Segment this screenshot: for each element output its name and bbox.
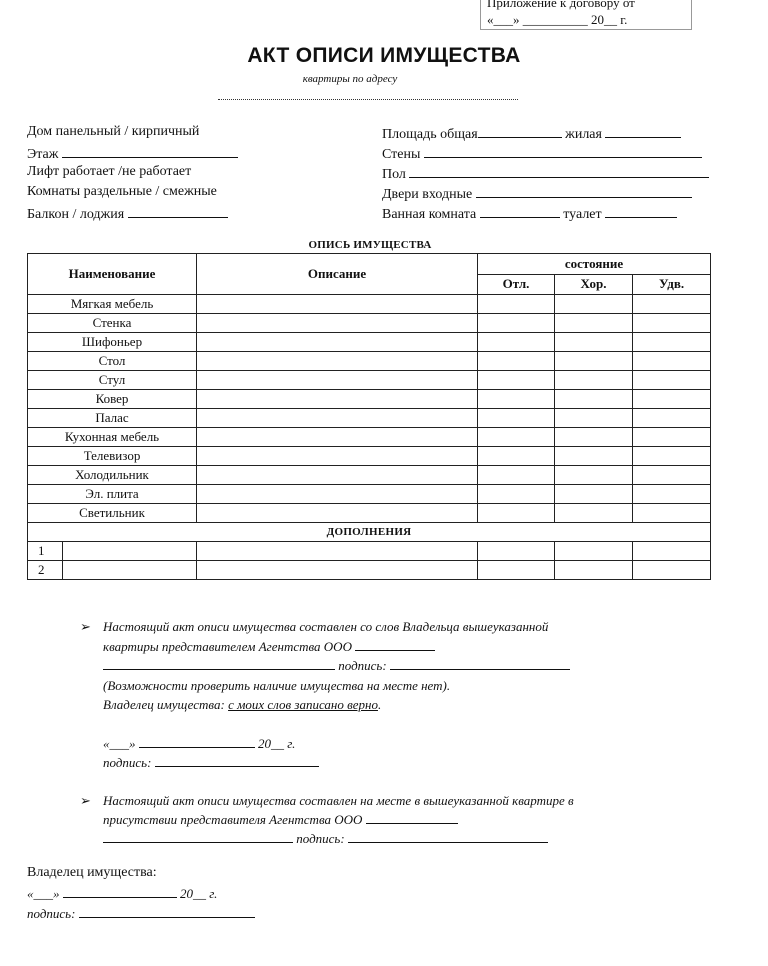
inventory-item-satisfactory[interactable] <box>633 333 711 352</box>
field-area-total-label: Площадь общая <box>382 127 478 142</box>
inventory-item-name: Ковер <box>28 390 197 409</box>
field-bathroom-input[interactable] <box>480 204 560 218</box>
header-description: Описание <box>197 254 478 295</box>
inventory-item-description[interactable] <box>197 314 478 333</box>
note1-sign-row <box>103 656 570 675</box>
field-bathroom <box>382 204 677 223</box>
inventory-item-name: Стул <box>28 371 197 390</box>
footer-date-year: 20__ г. <box>180 886 218 901</box>
inventory-item-name: Палас <box>28 409 197 428</box>
inventory-item-satisfactory[interactable] <box>633 295 711 314</box>
inventory-item-description[interactable] <box>197 409 478 428</box>
inventory-item-excellent[interactable] <box>478 504 555 523</box>
note1-sign-label: подпись: <box>338 658 387 673</box>
arrow-bullet-icon: ➢ <box>80 793 91 808</box>
inventory-item-good[interactable] <box>555 371 633 390</box>
header-state: состояние <box>478 254 711 275</box>
field-balcony-input[interactable] <box>128 204 228 218</box>
addition-item-excellent[interactable] <box>478 542 555 561</box>
addition-item-description[interactable] <box>197 542 478 561</box>
note1-sign2-input[interactable] <box>155 753 319 767</box>
addition-item-satisfactory[interactable] <box>633 561 711 580</box>
note2-sign-label: подпись: <box>296 831 345 846</box>
inventory-row <box>28 466 711 485</box>
note2-rep-name-input[interactable] <box>103 829 293 843</box>
footer-date-open: «___» <box>27 886 60 901</box>
inventory-item-description[interactable] <box>197 333 478 352</box>
header-name: Наименование <box>28 254 197 295</box>
footer-owner-label: Владелец имущества: <box>27 865 157 880</box>
field-lift: Лифт работает /не работает <box>27 164 192 179</box>
field-floor-label: Этаж <box>27 147 59 162</box>
field-balcony-label: Балкон / лоджия <box>27 207 125 222</box>
inventory-item-description[interactable] <box>197 504 478 523</box>
note2-agency-input[interactable] <box>366 810 458 824</box>
note2-sign-row <box>103 829 548 848</box>
inventory-table <box>27 253 711 580</box>
field-doors <box>382 184 692 203</box>
inventory-item-name: Эл. плита <box>28 485 197 504</box>
inventory-item-name: Стенка <box>28 314 197 333</box>
note2 <box>80 791 91 810</box>
inventory-item-good[interactable] <box>555 504 633 523</box>
field-area-total-input[interactable] <box>478 124 562 138</box>
inventory-item-good[interactable] <box>555 409 633 428</box>
inventory-item-excellent[interactable] <box>478 447 555 466</box>
note1-date-input[interactable] <box>139 734 255 748</box>
appendix-box <box>480 0 692 30</box>
inventory-item-excellent[interactable] <box>478 466 555 485</box>
inventory-row <box>28 314 711 333</box>
inventory-item-description[interactable] <box>197 428 478 447</box>
inventory-item-description[interactable] <box>197 295 478 314</box>
inventory-item-description[interactable] <box>197 390 478 409</box>
field-doors-input[interactable] <box>476 184 692 198</box>
addition-item-name[interactable] <box>63 542 197 561</box>
inventory-section-title: ОПИСЬ ИМУЩЕСТВА <box>308 239 432 251</box>
inventory-item-good[interactable] <box>555 333 633 352</box>
arrow-bullet-icon: ➢ <box>80 619 91 634</box>
inventory-row <box>28 428 711 447</box>
inventory-item-excellent[interactable] <box>478 409 555 428</box>
inventory-item-excellent[interactable] <box>478 428 555 447</box>
inventory-item-name: Светильник <box>28 504 197 523</box>
note2-line1: Настоящий акт описи имущества составлен на месте в вышеуказанной квартире в <box>103 793 574 808</box>
addition-row-number: 1 <box>28 542 63 561</box>
footer-sign-label: подпись: <box>27 906 76 921</box>
inventory-item-description[interactable] <box>197 352 478 371</box>
inventory-item-satisfactory[interactable] <box>633 409 711 428</box>
note2-agency-label: присутствии представителя Агентства ООО <box>103 812 363 827</box>
field-area-living-label: жилая <box>565 127 602 142</box>
inventory-item-satisfactory[interactable] <box>633 485 711 504</box>
inventory-item-description[interactable] <box>197 371 478 390</box>
inventory-item-good[interactable] <box>555 447 633 466</box>
appendix-line1: Приложение к договору от <box>487 0 635 10</box>
inventory-item-good[interactable] <box>555 314 633 333</box>
inventory-item-satisfactory[interactable] <box>633 447 711 466</box>
note1-date-row <box>103 734 295 753</box>
note1-owner-label: Владелец имущества: <box>103 697 225 712</box>
addition-row <box>28 561 711 580</box>
header-satisfactory: Удв. <box>633 274 711 295</box>
inventory-item-excellent[interactable] <box>478 295 555 314</box>
document-subtitle: квартиры по адресу <box>302 73 398 85</box>
inventory-body <box>28 295 711 580</box>
inventory-row <box>28 333 711 352</box>
field-walls <box>382 144 702 163</box>
note1-line3: (Возможности проверить наличие имущества на месте нет). <box>103 678 451 693</box>
addition-row-number: 2 <box>28 561 63 580</box>
field-area-living-input[interactable] <box>605 124 681 138</box>
field-house: Дом панельный / кирпичный <box>27 124 200 139</box>
field-area <box>382 124 681 143</box>
header-excellent: Отл. <box>478 274 555 295</box>
inventory-item-satisfactory[interactable] <box>633 371 711 390</box>
note1-agency-label: квартиры представителем Агентства ООО <box>103 639 352 654</box>
inventory-item-description[interactable] <box>197 447 478 466</box>
inventory-item-excellent[interactable] <box>478 333 555 352</box>
addition-item-good[interactable] <box>555 542 633 561</box>
field-floor-cover <box>382 164 709 183</box>
addition-item-description[interactable] <box>197 561 478 580</box>
inventory-item-name: Шифоньер <box>28 333 197 352</box>
footer-sign-row <box>27 904 255 923</box>
inventory-row <box>28 371 711 390</box>
field-walls-input[interactable] <box>424 144 702 158</box>
header-good: Хор. <box>555 274 633 295</box>
inventory-row <box>28 409 711 428</box>
note1-date-year: 20__ г. <box>258 736 296 751</box>
additions-title: ДОПОЛНЕНИЯ <box>28 523 711 542</box>
note1-agency-input[interactable] <box>355 637 435 651</box>
inventory-item-satisfactory[interactable] <box>633 352 711 371</box>
field-rooms: Комнаты раздельные / смежные <box>27 184 217 199</box>
field-doors-label: Двери входные <box>382 187 473 202</box>
field-walls-label: Стены <box>382 147 421 162</box>
footer-date-row <box>27 884 217 903</box>
additions-header-row <box>28 523 711 542</box>
note2-line2 <box>103 810 458 829</box>
field-floor <box>27 144 238 163</box>
inventory-item-name: Мягкая мебель <box>28 295 197 314</box>
addition-item-excellent[interactable] <box>478 561 555 580</box>
note1-rep-name-input[interactable] <box>103 656 335 670</box>
document-title: АКТ ОПИСИ ИМУЩЕСТВА <box>247 44 521 67</box>
inventory-row <box>28 504 711 523</box>
inventory-item-excellent[interactable] <box>478 371 555 390</box>
footer-sign-input[interactable] <box>79 904 255 918</box>
inventory-item-description[interactable] <box>197 466 478 485</box>
addition-item-name[interactable] <box>63 561 197 580</box>
note1-sign2-label: подпись: <box>103 755 152 770</box>
inventory-item-excellent[interactable] <box>478 352 555 371</box>
inventory-item-satisfactory[interactable] <box>633 466 711 485</box>
inventory-row <box>28 485 711 504</box>
inventory-item-satisfactory[interactable] <box>633 428 711 447</box>
inventory-item-excellent[interactable] <box>478 390 555 409</box>
inventory-item-good[interactable] <box>555 428 633 447</box>
note2-sign-input[interactable] <box>348 829 548 843</box>
note1-sign-input[interactable] <box>390 656 570 670</box>
footer-date-input[interactable] <box>63 884 177 898</box>
inventory-item-satisfactory[interactable] <box>633 390 711 409</box>
inventory-item-satisfactory[interactable] <box>633 314 711 333</box>
inventory-item-name: Холодильник <box>28 466 197 485</box>
inventory-item-good[interactable] <box>555 485 633 504</box>
field-floor-input[interactable] <box>62 144 238 158</box>
inventory-item-name: Телевизор <box>28 447 197 466</box>
inventory-row <box>28 447 711 466</box>
inventory-item-good[interactable] <box>555 295 633 314</box>
note1-sign2-row <box>103 753 319 772</box>
inventory-item-excellent[interactable] <box>478 314 555 333</box>
addition-row <box>28 542 711 561</box>
note1 <box>80 617 91 636</box>
inventory-item-satisfactory[interactable] <box>633 504 711 523</box>
field-floor-cover-input[interactable] <box>409 164 709 178</box>
field-toilet-input[interactable] <box>605 204 677 218</box>
inventory-item-description[interactable] <box>197 485 478 504</box>
field-bathroom-label: Ванная комната <box>382 207 477 222</box>
inventory-row <box>28 352 711 371</box>
addition-item-good[interactable] <box>555 561 633 580</box>
inventory-item-good[interactable] <box>555 352 633 371</box>
note1-line1: Настоящий акт описи имущества составлен со слов Владельца вышеуказанной <box>103 619 549 634</box>
field-floor-cover-label: Пол <box>382 167 406 182</box>
field-toilet-label: туалет <box>563 207 602 222</box>
inventory-item-good[interactable] <box>555 390 633 409</box>
appendix-date: «___» __________ 20__ г. <box>487 12 628 27</box>
note1-owner-row: Владелец имущества: с моих слов записано верно. <box>103 697 382 712</box>
address-line[interactable] <box>218 89 518 100</box>
inventory-item-name: Стол <box>28 352 197 371</box>
inventory-row <box>28 295 711 314</box>
note1-line2 <box>103 637 435 656</box>
inventory-item-good[interactable] <box>555 466 633 485</box>
note1-owner-confirm: с моих слов записано верно <box>228 697 378 712</box>
inventory-row <box>28 390 711 409</box>
note1-date-open: «___» <box>103 736 136 751</box>
addition-item-satisfactory[interactable] <box>633 542 711 561</box>
field-balcony <box>27 204 228 223</box>
inventory-item-excellent[interactable] <box>478 485 555 504</box>
inventory-item-name: Кухонная мебель <box>28 428 197 447</box>
